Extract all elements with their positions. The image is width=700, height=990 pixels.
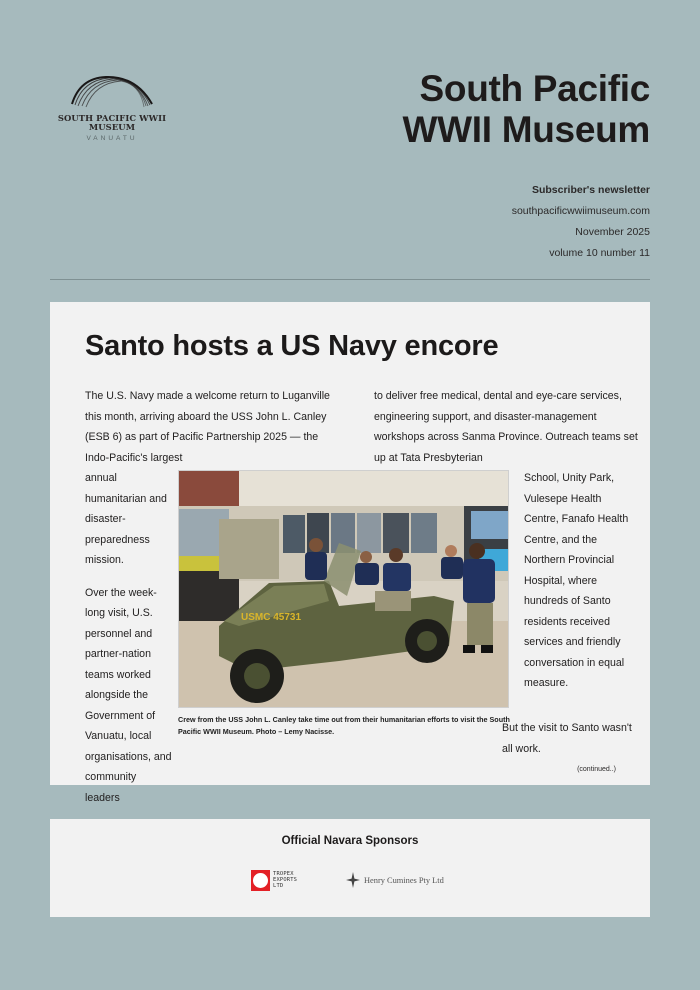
sponsors-title: Official Navara Sponsors [281,835,419,847]
article-col-a-wrap [85,468,173,808]
logo-subtitle: VANUATU [86,135,138,142]
issue-date: November 2025 [575,226,650,238]
sponsors-panel [50,819,650,917]
compass-star-icon [346,872,360,888]
article-card [50,302,650,804]
sponsor-logo-tropex[interactable] [251,869,297,891]
article-paragraph: Over the week-long visit, U.S. personnel and partner-nation teams worked alongside the Government of Vanuatu, local organisations, and community leaders [85,586,172,804]
article-col-b-end: But the visit to Santo wasn't all work. [502,722,632,755]
photo-jeep-crew-illustration [179,471,509,708]
logo-museum-name [48,114,176,132]
website-link[interactable]: southpacificwwiimuseum.com [511,205,650,217]
jeep-marking: USMC 45731 [241,612,302,623]
tropex-line1: TROPEX [273,870,294,877]
tropex-line3: LTD [273,883,284,890]
logo-name-line1: SOUTH PACIFIC WWII [57,113,167,123]
tropex-wordmark [273,871,297,890]
continued-link[interactable]: (continued..) [577,766,616,773]
logo-name-line2: MUSEUM [88,122,136,132]
issue-meta [512,180,650,264]
article-photo [178,470,509,708]
newsletter-label: Subscriber's newsletter [531,184,650,196]
sponsor-logo-henry-cumines[interactable] [346,871,444,889]
museum-logo [48,74,176,154]
henry-cumines-wordmark: Henry Cumines Pty Ltd [364,875,444,885]
article-paragraph: annual humanitarian and disaster-preparedness mission. [85,472,167,566]
newsletter-title [403,68,650,150]
quonset-arc-icon [66,74,158,108]
article-headline: Santo hosts a US Navy encore [85,330,499,362]
title-line-1: South Pacific [419,68,650,109]
photo-caption: Crew from the USS John L. Canley take time out from their humanitarian efforts to visit the South Pacific WWII Museum. Photo – Lemy Nacisse. [178,715,510,736]
article-col-a-intro: The U.S. Navy made a welcome return to Luganville this month, arriving aboard the USS John L. Canley (ESB 6) as part of Pacific Partnership 2025 — the Indo-Pacific's largest [85,390,330,464]
title-line-2: WWII Museum [402,109,650,150]
tropex-circle-icon [251,870,270,891]
issue-volume: volume 10 number 11 [549,247,650,259]
tropex-line2: EXPORTS [273,876,298,883]
article-col-b-wrap: School, Unity Park, Vulesepe Health Centre, Fanafo Health Centre, and the Northern Provincial Hospital, where hundreds of Santo residents received services and friendly conversation in equal measure. [524,472,629,689]
article-col-b-intro: to deliver free medical, dental and eye-care services, engineering support, and disaster-management workshops across Sanma Province. Outreach teams set up at Tata Presbyterian [374,390,638,464]
header-divider [50,279,650,280]
